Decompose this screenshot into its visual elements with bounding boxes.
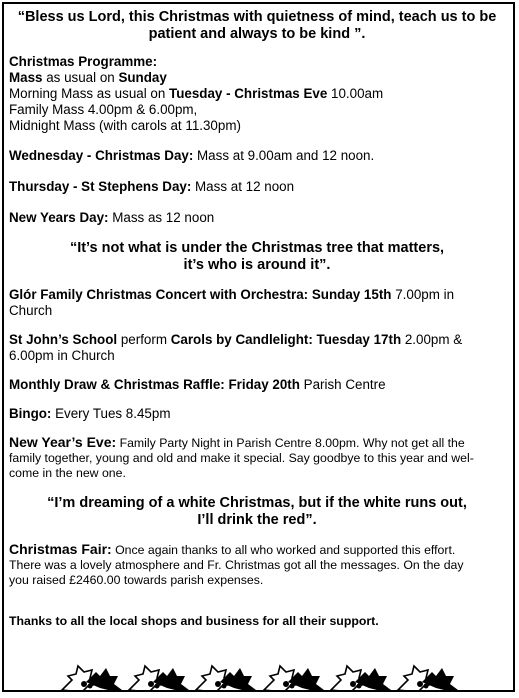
holly-icon (127, 662, 191, 692)
bingo-label: Bingo: (9, 406, 52, 421)
holly-icon (60, 662, 124, 692)
st-johns-entry (9, 332, 505, 364)
holly-icon (194, 662, 258, 692)
holly-decoration (60, 662, 460, 692)
holly-icon (262, 662, 326, 692)
st-johns-line-1 (9, 332, 505, 348)
morning-text: Morning Mass as usual on (9, 86, 170, 101)
christmas-programme (9, 54, 505, 134)
glor-line-1 (9, 287, 505, 303)
thursday-label: Thursday - St Stephens Day: (9, 179, 192, 194)
st-johns-line-2: 6.00pm in Church (9, 348, 115, 363)
tree-quote-line-2: it’s who is around it”. (183, 257, 331, 273)
programme-morning-line (9, 86, 505, 102)
draw-entry (9, 377, 505, 393)
morning-time: 10.00am (327, 86, 384, 101)
new-years-day-label: New Years Day: (9, 210, 109, 225)
opening-quote (9, 9, 505, 43)
glor-line-2: Church (9, 303, 53, 318)
st-johns-label: St John’s School (9, 332, 118, 347)
fair-line-3: you raised £2460.00 towards parish expenses. (9, 573, 264, 587)
thursday-entry (9, 179, 505, 195)
wine-quote-line-2: I’ll drink the red”. (197, 512, 317, 528)
wednesday-entry (9, 148, 505, 164)
programme-midnight-line: Midnight Mass (with carols at 11.30pm) (9, 118, 241, 133)
wine-quote (9, 495, 505, 529)
tree-quote (9, 240, 505, 274)
nye-label: New Year’s Eve: (9, 434, 117, 450)
sunday-label: Sunday (118, 70, 167, 85)
new-years-day-text: Mass as 12 noon (108, 210, 215, 225)
carols-time: 2.00pm & (401, 332, 463, 347)
new-years-eve-entry (9, 435, 505, 481)
nye-line-1 (9, 435, 505, 451)
opening-quote-line-2: patient and always to be kind ”. (148, 26, 366, 42)
nye-text-1: Family Party Night in Parish Centre 8.00pm. Why not get all the (116, 436, 465, 450)
draw-text: Parish Centre (299, 377, 386, 392)
newsletter-content (9, 9, 505, 629)
wednesday-text: Mass at 9.00am and 12 noon. (193, 148, 375, 163)
holly-icon (396, 662, 460, 692)
wednesday-label: Wednesday - Christmas Day: (9, 148, 194, 163)
glor-time: 7.00pm in (391, 287, 455, 302)
thanks-line: Thanks to all the local shops and business for all their support. (9, 614, 379, 628)
nye-line-2: family together, young and old and make it special. Say goodbye to this year and wel- (9, 451, 474, 465)
mass-label: Mass (9, 70, 43, 85)
programme-family-line: Family Mass 4.00pm & 6.00pm, (9, 102, 198, 117)
bingo-entry (9, 406, 505, 422)
mass-text: as usual on (42, 70, 119, 85)
fair-label: Christmas Fair: (9, 541, 112, 557)
nye-line-3: come in the new one. (9, 466, 126, 480)
new-years-day-entry (9, 210, 505, 226)
christmas-fair-entry (9, 542, 505, 588)
thursday-text: Mass at 12 noon (191, 179, 295, 194)
christmas-eve-label: Tuesday - Christmas Eve (169, 86, 328, 101)
carols-label: Carols by Candlelight: Tuesday 17th (170, 332, 402, 347)
bingo-text: Every Tues 8.45pm (51, 406, 171, 421)
glor-concert-entry (9, 287, 505, 319)
fair-line-2: There was a lovely atmosphere and Fr. Christmas got all the messages. On the day (9, 558, 464, 572)
opening-quote-line-1: “Bless us Lord, this Christmas with quietness of mind, teach us to be (17, 9, 497, 25)
programme-mass-line (9, 70, 505, 86)
holly-icon (329, 662, 393, 692)
wine-quote-line-1: “I’m dreaming of a white Christmas, but if the white runs out, (47, 495, 467, 511)
programme-heading: Christmas Programme: (9, 54, 158, 69)
fair-line-1 (9, 542, 505, 558)
fair-text-1: Once again thanks to all who worked and supported this effort. (111, 543, 456, 557)
glor-label: Glór Family Christmas Concert with Orchestra: Sunday 15th (9, 287, 392, 302)
draw-label: Monthly Draw & Christmas Raffle: Friday 20th (9, 377, 300, 392)
tree-quote-line-1: “It’s not what is under the Christmas tree that matters, (69, 240, 445, 256)
st-johns-perform: perform (117, 332, 171, 347)
